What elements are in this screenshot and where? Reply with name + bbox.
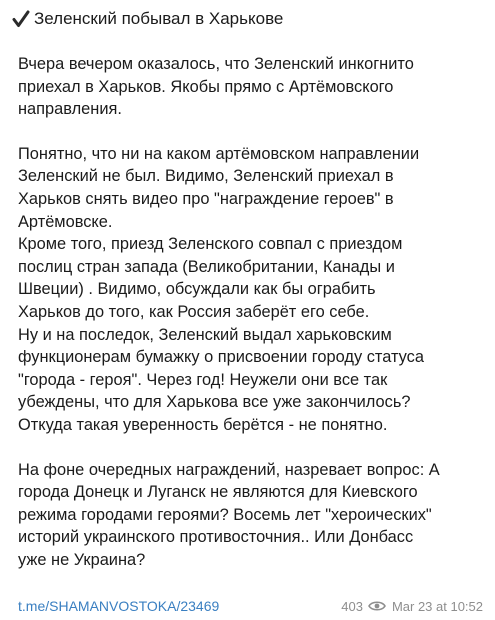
post-meta bbox=[341, 599, 483, 614]
post-title: Зеленский побывал в Харькове bbox=[34, 9, 284, 28]
check-mark-icon bbox=[11, 9, 31, 29]
eye-icon bbox=[368, 600, 386, 612]
post-link[interactable]: t.me/SHAMANVOSTOKA/23469 bbox=[18, 598, 220, 614]
view-count: 403 bbox=[341, 598, 363, 614]
post-paragraph-2: Понятно, что ни на каком артёмовском направлении Зеленский не был. Видимо, Зеленский приехал в Харьков снять видео про "награждение героев" в Артёмовске. Кроме того, приезд Зеленского совпал с приездом послиц стран запада (Великобритании, Канады и Швеции) . Видимо, обсуждали как бы ограбить Харьков до того, как Россия заберёт его себе. Ну и на последок, Зеленский выдал харьковским функционерам бумажку о присвоении городу статуса "города - героя". Через год! Неужели они все так убеждены, что для Харькова все уже закончилось? Откуда такая уверенность берётся - не понятно. bbox=[18, 144, 424, 434]
post-paragraph-1: Вчера вечером оказалось, что Зеленский инкогнито приехал в Харьков. Якобы прямо с Артёмовского направления. bbox=[18, 55, 414, 119]
post-timestamp: Mar 23 at 10:52 bbox=[391, 598, 483, 614]
post-paragraph-3: На фоне очередных награждений, назревает вопрос: А города Донецк и Луганск не являются для Киевского режима городами героями? Восемь лет "хероических" историй украинского противосточния.. Или Донбасс уже не Украина? bbox=[18, 460, 440, 569]
post-title-line bbox=[11, 6, 477, 32]
post-footer bbox=[18, 596, 483, 616]
